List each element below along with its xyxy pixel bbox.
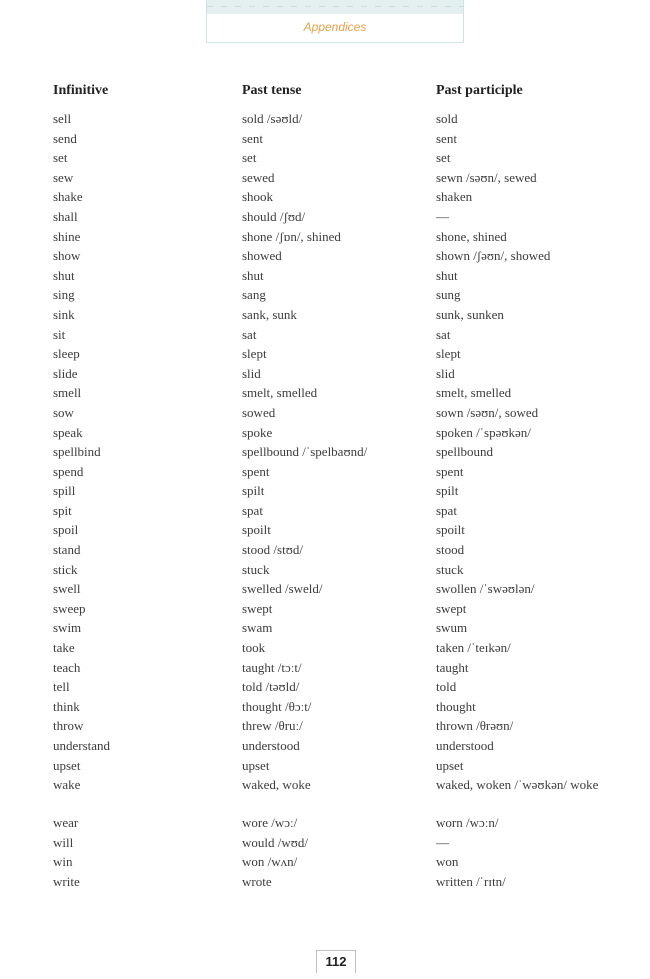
table-row	[53, 129, 613, 149]
table-body	[53, 109, 613, 892]
past-tense-cell: won /wʌn/	[242, 854, 298, 870]
infinitive-cell: smell	[53, 385, 82, 401]
infinitive-cell: shake	[53, 189, 83, 205]
past-participle-cell: swollen /ˈswəʊlən/	[436, 581, 535, 597]
past-participle-cell: won	[436, 854, 459, 870]
past-tense-cell: waked, woke	[242, 777, 311, 793]
past-participle-cell: shone, shined	[436, 228, 507, 244]
table-row	[53, 442, 613, 462]
past-participle-cell: thrown /θrəʊn/	[436, 718, 514, 734]
past-participle-cell: taken /ˈteɪkən/	[436, 640, 511, 656]
past-tense-cell: understood	[242, 738, 300, 753]
infinitive-cell: spill	[53, 483, 76, 499]
past-participle-cell: sunk, sunken	[436, 306, 504, 322]
past-tense-cell: upset	[242, 757, 270, 773]
past-tense-cell: shook	[242, 189, 274, 205]
past-participle-cell: shut	[436, 267, 458, 283]
past-participle-cell: —	[436, 834, 449, 850]
table-row	[53, 833, 613, 853]
past-participle-cell: spellbound	[436, 444, 494, 460]
past-tense-cell: threw /θruː/	[242, 718, 303, 734]
table-row	[53, 109, 613, 129]
past-participle-cell: smelt, smelled	[436, 385, 512, 401]
past-participle-cell: sent	[436, 130, 457, 146]
table-row	[53, 560, 613, 580]
past-tense-cell: thought /θɔːt/	[242, 698, 312, 714]
past-tense-cell: wore /wɔː/	[242, 815, 298, 831]
infinitive-cell: sew	[53, 169, 74, 185]
table-row	[53, 305, 613, 325]
infinitive-cell: spend	[53, 463, 84, 479]
past-participle-cell: swum	[436, 620, 468, 636]
past-participle-cell: understood	[436, 738, 494, 753]
table-row	[53, 520, 613, 540]
past-tense-cell: sowed	[242, 404, 276, 420]
table-row	[53, 481, 613, 501]
table-row	[53, 775, 613, 813]
table-row	[53, 285, 613, 305]
table-row	[53, 813, 613, 833]
infinitive-cell: shut	[53, 267, 75, 283]
infinitive-cell: wake	[53, 777, 81, 793]
past-tense-cell: slept	[242, 346, 267, 362]
table-row	[53, 501, 613, 521]
past-tense-cell: shone /ʃɒn/, shined	[242, 228, 341, 244]
past-participle-cell: —	[436, 208, 449, 224]
table-row	[53, 187, 613, 207]
table-row	[53, 579, 613, 599]
table-row	[53, 618, 613, 638]
infinitive-cell: shine	[53, 228, 81, 244]
past-tense-cell: sewed	[242, 169, 275, 185]
past-tense-cell: told /təʊld/	[242, 679, 300, 695]
past-tense-cell: spoke	[242, 424, 273, 440]
infinitive-cell: write	[53, 873, 80, 889]
table-row	[53, 364, 613, 384]
infinitive-cell: spit	[53, 502, 72, 518]
past-tense-cell: spent	[242, 463, 270, 479]
past-participle-cell: written /ˈrɪtn/	[436, 873, 506, 889]
table-header	[53, 83, 613, 109]
infinitive-cell: shall	[53, 208, 78, 224]
past-participle-cell: shaken	[436, 189, 473, 205]
column-header-past-participle: Past participle	[436, 83, 523, 98]
irregular-verbs-table	[53, 83, 613, 892]
table-row	[53, 403, 613, 423]
infinitive-cell: send	[53, 130, 77, 146]
column-header-past-tense: Past tense	[242, 83, 302, 98]
past-participle-cell: spoken /ˈspəʊkən/	[436, 424, 531, 440]
past-tense-cell: wrote	[242, 873, 272, 889]
infinitive-cell: sow	[53, 404, 74, 420]
header-tab	[206, 0, 464, 43]
past-tense-cell: sold /səʊld/	[242, 111, 303, 126]
infinitive-cell: teach	[53, 659, 81, 675]
past-tense-cell: slid	[242, 365, 261, 381]
infinitive-cell: spoil	[53, 522, 79, 538]
table-row	[53, 207, 613, 227]
table-row	[53, 344, 613, 364]
past-participle-cell: set	[436, 150, 451, 166]
infinitive-cell: spellbind	[53, 444, 101, 460]
past-participle-cell: sung	[436, 287, 461, 303]
past-participle-cell: told	[436, 679, 457, 695]
past-participle-cell: stood	[436, 542, 465, 558]
infinitive-cell: sit	[53, 326, 66, 342]
table-row	[53, 246, 613, 266]
table-row	[53, 227, 613, 247]
past-participle-cell: shown /ʃəʊn/, showed	[436, 248, 551, 264]
infinitive-cell: swim	[53, 620, 82, 636]
past-participle-cell: slept	[436, 346, 461, 362]
past-participle-cell: spoilt	[436, 522, 465, 538]
past-participle-cell: spilt	[436, 483, 459, 499]
past-tense-cell: would /wʊd/	[242, 834, 308, 850]
past-tense-cell: showed	[242, 248, 282, 264]
past-participle-cell: waked, woken /ˈwəʊkən/ woke	[436, 777, 599, 793]
table-row	[53, 383, 613, 403]
past-tense-cell: shut	[242, 267, 264, 283]
past-tense-cell: took	[242, 640, 266, 656]
table-row	[53, 168, 613, 188]
infinitive-cell: tell	[53, 679, 70, 695]
past-participle-cell: swept	[436, 600, 467, 616]
past-tense-cell: should /ʃʊd/	[242, 208, 306, 224]
table-row	[53, 716, 613, 736]
infinitive-cell: sing	[53, 287, 75, 303]
past-participle-cell: slid	[436, 365, 455, 381]
past-tense-cell: sent	[242, 130, 263, 146]
past-tense-cell: spellbound /ˈspelbaʊnd/	[242, 444, 368, 460]
infinitive-cell: sink	[53, 306, 75, 322]
table-row	[53, 423, 613, 443]
past-participle-cell: stuck	[436, 561, 464, 577]
past-tense-cell: spoilt	[242, 522, 271, 538]
past-participle-cell: sat	[436, 326, 451, 342]
section-title: Appendices	[303, 20, 367, 34]
past-tense-cell: spilt	[242, 483, 265, 499]
infinitive-cell: take	[53, 640, 75, 656]
infinitive-cell: set	[53, 150, 68, 166]
infinitive-cell: throw	[53, 718, 84, 734]
past-tense-cell: set	[242, 150, 257, 166]
past-tense-cell: sat	[242, 326, 257, 342]
past-participle-cell: sewn /səʊn/, sewed	[436, 169, 537, 185]
infinitive-cell: sweep	[53, 600, 86, 616]
table-row	[53, 638, 613, 658]
past-participle-cell: sown /səʊn/, sowed	[436, 404, 539, 420]
page-number: 112	[316, 950, 356, 973]
table-row	[53, 599, 613, 619]
infinitive-cell: understand	[53, 738, 111, 753]
table-row	[53, 540, 613, 560]
past-tense-cell: smelt, smelled	[242, 385, 318, 401]
past-participle-cell: taught	[436, 659, 469, 675]
past-tense-cell: sang	[242, 287, 266, 303]
table-row	[53, 462, 613, 482]
infinitive-cell: show	[53, 248, 81, 264]
table-row	[53, 658, 613, 678]
infinitive-cell: speak	[53, 424, 83, 440]
past-tense-cell: swam	[242, 620, 273, 636]
past-tense-cell: swept	[242, 600, 273, 616]
table-row	[53, 852, 613, 872]
infinitive-cell: wear	[53, 815, 79, 831]
infinitive-cell: slide	[53, 365, 78, 381]
table-row	[53, 677, 613, 697]
table-row	[53, 325, 613, 345]
infinitive-cell: win	[53, 854, 73, 870]
infinitive-cell: sell	[53, 111, 72, 126]
header-decoration	[207, 0, 463, 14]
infinitive-cell: stand	[53, 542, 81, 558]
infinitive-cell: sleep	[53, 346, 80, 362]
infinitive-cell: will	[53, 834, 74, 850]
past-tense-cell: stuck	[242, 561, 270, 577]
infinitive-cell: upset	[53, 757, 81, 773]
past-participle-cell: upset	[436, 757, 464, 773]
table-row	[53, 266, 613, 286]
table-row	[53, 872, 613, 892]
past-participle-cell: worn /wɔːn/	[436, 815, 499, 831]
past-participle-cell: spent	[436, 463, 464, 479]
table-row	[53, 756, 613, 776]
table-row	[53, 736, 613, 756]
table-row	[53, 697, 613, 717]
past-participle-cell: spat	[436, 502, 457, 518]
past-participle-cell: thought	[436, 698, 476, 714]
infinitive-cell: stick	[53, 561, 78, 577]
past-tense-cell: taught /tɔːt/	[242, 659, 302, 675]
infinitive-cell: think	[53, 698, 80, 714]
past-participle-cell: sold	[436, 111, 458, 126]
past-tense-cell: spat	[242, 502, 263, 518]
infinitive-cell: swell	[53, 581, 81, 597]
past-tense-cell: stood /stʊd/	[242, 542, 303, 558]
past-tense-cell: swelled /sweld/	[242, 581, 323, 597]
column-header-infinitive: Infinitive	[53, 83, 109, 98]
table-row	[53, 148, 613, 168]
past-tense-cell: sank, sunk	[242, 306, 297, 322]
